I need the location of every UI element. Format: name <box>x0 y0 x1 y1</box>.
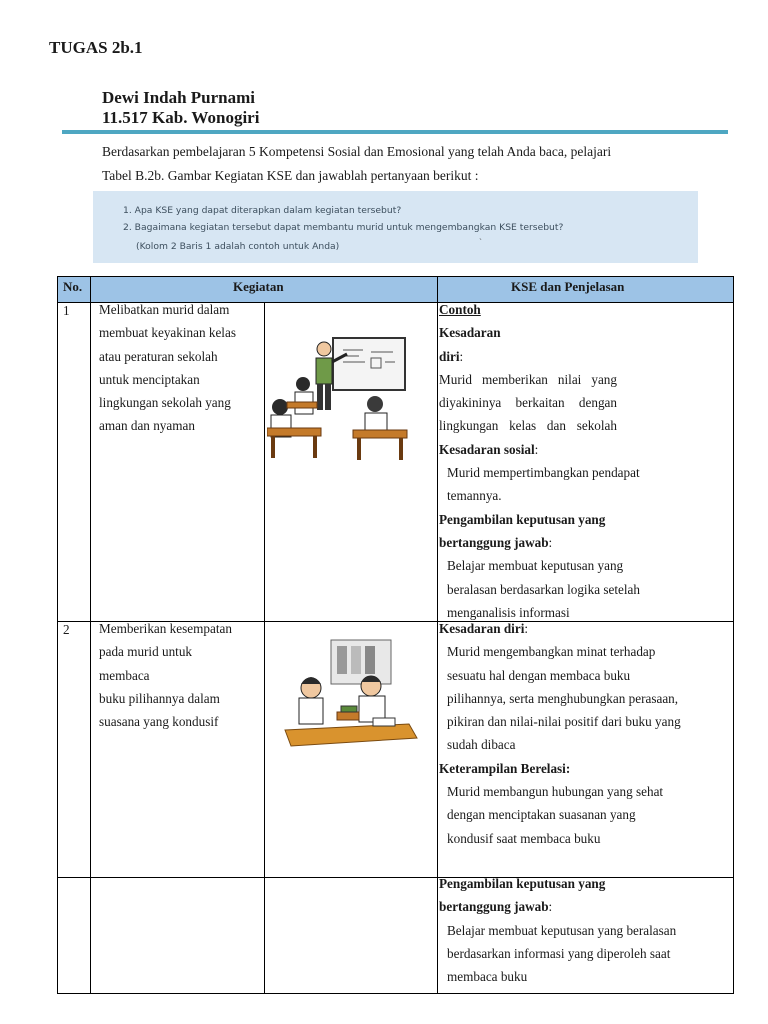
intro-line-2: Tabel B.2b. Gambar Kegiatan KSE dan jawablah pertanyaan berikut : <box>102 168 479 183</box>
row-2-kse: Kesadaran diri: Murid mengembangkan minat terhadap sesuatu hal dengan membaca buku pilihannya, serta menghubungkan perasaan, pikiran dan nilai-nilai positif dari buku yang sudah dibaca Keterampilan Berelasi: Murid membangun hubungan yang sehat dengan menciptakan suasanan yang kondusif saat membaca buku <box>439 621 681 846</box>
row-2-number: 2 <box>63 622 70 637</box>
author-id: 11.517 Kab. Wonogiri <box>102 108 260 127</box>
question-2: 2. Bagaimana kegiatan tersebut dapat membantu murid untuk mengembangkan KSE tersebut? <box>123 222 564 233</box>
stray-mark: ` <box>479 237 482 247</box>
header-divider <box>62 130 728 134</box>
kse-table <box>57 276 734 994</box>
row-3-kse: Pengambilan keputusan yang bertanggung jawab: Belajar membuat keputusan yang beralasan berdasarkan informasi yang diperoleh saat membaca buku <box>439 876 677 985</box>
row-1-activity: Melibatkan murid dalam membuat keyakinan kelas atau peraturan sekolah untuk menciptakan lingkungan sekolah yang aman dan nyaman <box>99 302 236 434</box>
header-no: No. <box>63 279 83 294</box>
question-box <box>93 191 698 263</box>
header-kse: KSE dan Penjelasan <box>511 279 625 294</box>
row-2-activity: Memberikan kesempatan pada murid untuk membaca buku pilihannya dalam suasana yang kondusif <box>99 621 232 730</box>
example-label: Contoh <box>439 302 481 317</box>
row-1-number: 1 <box>63 303 70 318</box>
task-label: TUGAS 2b.1 <box>49 38 143 57</box>
question-1: 1. Apa KSE yang dapat diterapkan dalam kegiatan tersebut? <box>123 205 402 216</box>
author-name: Dewi Indah Purnami <box>102 88 256 107</box>
students-reading-illustration <box>283 634 419 754</box>
intro-line-1: Berdasarkan pembelajaran 5 Kompetensi Sosial dan Emosional yang telah Anda baca, pelajari <box>102 144 612 159</box>
header-activity: Kegiatan <box>233 279 284 294</box>
classroom-teacher-illustration <box>267 322 413 460</box>
row-1-kse: Contoh Kesadaran diri: Murid memberikan nilai yang diyakininya berkaitan dengan lingkungan kelas dan sekolah Kesadaran sosial: Murid mempertimbangkan pendapat temannya. Pengambilan keputusan yang bertanggung jawab: Belajar membuat keputusan yang beralasan berdasarkan logika setelah menganalisis informasi <box>439 298 729 624</box>
question-note: (Kolom 2 Baris 1 adalah contoh untuk Anda) <box>136 241 340 252</box>
